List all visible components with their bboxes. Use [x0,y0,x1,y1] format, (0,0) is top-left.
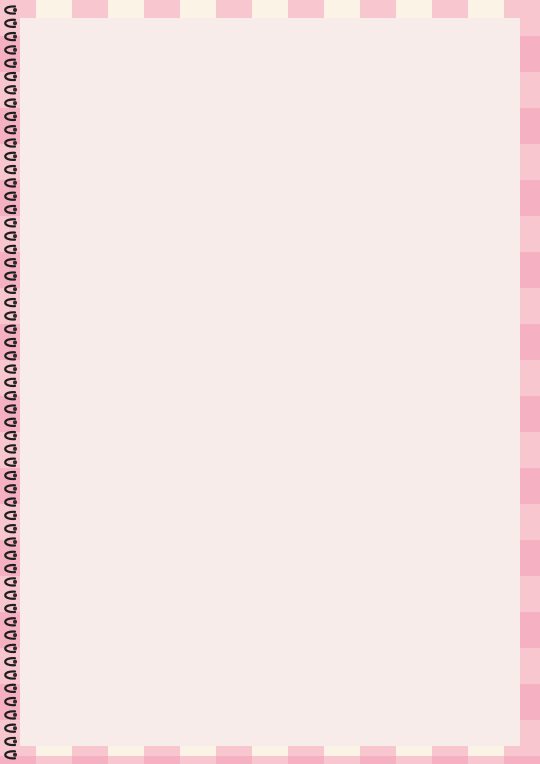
spiral-binding-icon [0,0,22,764]
notebook-page [20,18,520,746]
